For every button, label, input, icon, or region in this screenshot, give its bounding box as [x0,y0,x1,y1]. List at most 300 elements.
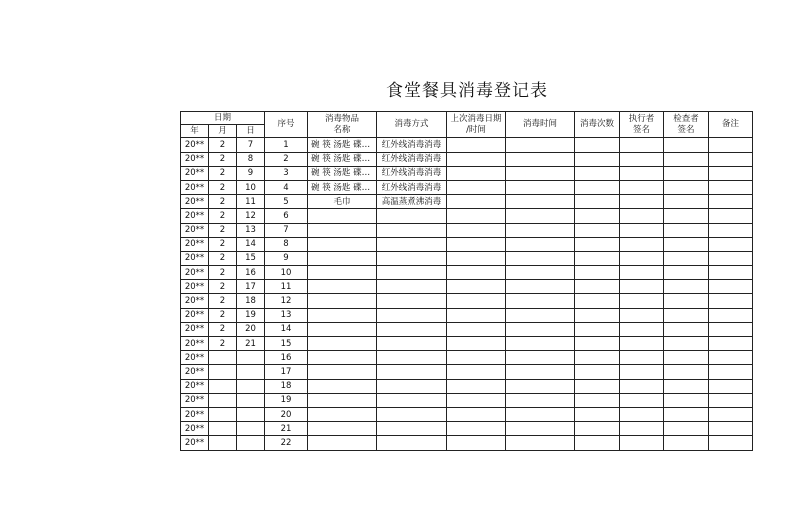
cell-day: 21 [237,337,265,351]
table-row [181,138,753,152]
cell-count [575,280,620,294]
cell-checker [664,166,709,180]
cell-last [447,393,506,407]
cell-executor [620,223,664,237]
cell-month: 2 [209,280,237,294]
cell-remark [709,152,753,166]
cell-count [575,180,620,194]
cell-seq: 5 [265,195,308,209]
disinfection-register-table [180,111,753,451]
cell-remark [709,166,753,180]
cell-year: 20** [181,422,209,436]
cell-seq: 14 [265,322,308,336]
cell-remark [709,195,753,209]
cell-count [575,322,620,336]
cell-count [575,152,620,166]
cell-checker [664,251,709,265]
cell-checker [664,351,709,365]
cell-day: 7 [237,138,265,152]
cell-executor [620,379,664,393]
cell-method [377,337,447,351]
cell-time [506,436,575,450]
cell-executor [620,180,664,194]
cell-remark [709,407,753,421]
cell-year: 20** [181,322,209,336]
cell-checker [664,195,709,209]
cell-method [377,436,447,450]
cell-day: 11 [237,195,265,209]
header-seq: 序号 [265,112,308,138]
cell-month: 2 [209,322,237,336]
cell-executor [620,266,664,280]
header-remark: 备注 [709,112,753,138]
cell-item: 碗 筷 汤匙 碟… [308,166,377,180]
cell-year: 20** [181,351,209,365]
cell-method [377,407,447,421]
cell-checker [664,407,709,421]
cell-remark [709,237,753,251]
cell-item [308,407,377,421]
cell-year: 20** [181,337,209,351]
cell-method: 红外线消毒消毒 [377,180,447,194]
table-row [181,294,753,308]
cell-item: 碗 筷 汤匙 碟… [308,138,377,152]
cell-count [575,422,620,436]
cell-last [447,180,506,194]
cell-executor [620,294,664,308]
cell-year: 20** [181,379,209,393]
cell-count [575,407,620,421]
cell-year: 20** [181,209,209,223]
cell-method [377,393,447,407]
cell-day [237,365,265,379]
cell-last [447,266,506,280]
cell-day [237,393,265,407]
cell-time [506,322,575,336]
cell-seq: 20 [265,407,308,421]
table-row [181,365,753,379]
cell-executor [620,237,664,251]
cell-item [308,294,377,308]
cell-checker [664,422,709,436]
cell-method [377,422,447,436]
cell-year: 20** [181,180,209,194]
cell-checker [664,152,709,166]
table-row [181,322,753,336]
cell-item [308,209,377,223]
cell-last [447,237,506,251]
cell-day [237,379,265,393]
cell-executor [620,280,664,294]
cell-item [308,280,377,294]
cell-checker [664,223,709,237]
table-row [181,180,753,194]
cell-day: 12 [237,209,265,223]
cell-checker [664,180,709,194]
cell-month: 2 [209,166,237,180]
cell-month [209,379,237,393]
cell-time [506,237,575,251]
cell-method [377,251,447,265]
cell-month: 2 [209,195,237,209]
cell-last [447,251,506,265]
cell-item [308,308,377,322]
cell-count [575,365,620,379]
cell-method [377,294,447,308]
cell-seq: 19 [265,393,308,407]
cell-last [447,280,506,294]
cell-month: 2 [209,266,237,280]
cell-item [308,337,377,351]
cell-item [308,436,377,450]
cell-item: 毛巾 [308,195,377,209]
cell-item [308,322,377,336]
cell-remark [709,280,753,294]
cell-method [377,209,447,223]
cell-checker [664,209,709,223]
header-time: 消毒时间 [506,112,575,138]
cell-seq: 15 [265,337,308,351]
cell-last [447,195,506,209]
cell-method: 红外线消毒消毒 [377,152,447,166]
cell-seq: 6 [265,209,308,223]
cell-remark [709,422,753,436]
cell-checker [664,266,709,280]
cell-method [377,379,447,393]
cell-time [506,195,575,209]
cell-time [506,407,575,421]
cell-remark [709,365,753,379]
cell-count [575,266,620,280]
cell-day: 19 [237,308,265,322]
cell-method [377,322,447,336]
cell-time [506,251,575,265]
table-row [181,351,753,365]
cell-checker [664,393,709,407]
header-checker: 检查者 签名 [664,112,709,138]
cell-last [447,209,506,223]
cell-time [506,365,575,379]
cell-count [575,237,620,251]
cell-remark [709,209,753,223]
cell-seq: 16 [265,351,308,365]
cell-time [506,337,575,351]
cell-item [308,422,377,436]
cell-month [209,407,237,421]
cell-time [506,138,575,152]
cell-count [575,251,620,265]
header-month: 月 [209,125,237,138]
cell-time [506,152,575,166]
cell-method [377,266,447,280]
table-row [181,237,753,251]
cell-checker [664,337,709,351]
header-item: 消毒物品 名称 [308,112,377,138]
cell-executor [620,195,664,209]
cell-last [447,308,506,322]
cell-executor [620,436,664,450]
cell-checker [664,294,709,308]
cell-item [308,365,377,379]
cell-year: 20** [181,195,209,209]
cell-time [506,294,575,308]
cell-last [447,407,506,421]
cell-time [506,166,575,180]
cell-month [209,436,237,450]
cell-day: 14 [237,237,265,251]
table-row [181,407,753,421]
cell-seq: 1 [265,138,308,152]
cell-month [209,422,237,436]
cell-remark [709,308,753,322]
cell-month: 2 [209,308,237,322]
table-row [181,209,753,223]
cell-executor [620,308,664,322]
cell-item: 碗 筷 汤匙 碟… [308,180,377,194]
cell-seq: 13 [265,308,308,322]
cell-year: 20** [181,166,209,180]
cell-item [308,237,377,251]
table-row [181,436,753,450]
cell-checker [664,379,709,393]
cell-executor [620,393,664,407]
cell-remark [709,436,753,450]
table-row [181,422,753,436]
cell-executor [620,209,664,223]
cell-executor [620,152,664,166]
cell-last [447,422,506,436]
header-date: 日期 [181,112,265,125]
table-row [181,308,753,322]
cell-item [308,351,377,365]
cell-day [237,351,265,365]
cell-time [506,223,575,237]
cell-seq: 12 [265,294,308,308]
cell-executor [620,251,664,265]
table-row [181,379,753,393]
cell-checker [664,436,709,450]
cell-count [575,308,620,322]
cell-item [308,266,377,280]
cell-method: 红外线消毒消毒 [377,166,447,180]
page-title: 食堂餐具消毒登记表 [386,81,548,101]
cell-remark [709,251,753,265]
cell-method: 高温蒸煮沸消毒 [377,195,447,209]
cell-seq: 22 [265,436,308,450]
cell-day: 10 [237,180,265,194]
cell-time [506,180,575,194]
table-row [181,251,753,265]
header-day: 日 [237,125,265,138]
cell-seq: 21 [265,422,308,436]
cell-day: 16 [237,266,265,280]
cell-month: 2 [209,180,237,194]
cell-remark [709,294,753,308]
cell-executor [620,138,664,152]
cell-time [506,351,575,365]
cell-count [575,393,620,407]
header-year: 年 [181,125,209,138]
cell-month: 2 [209,251,237,265]
cell-time [506,308,575,322]
cell-seq: 8 [265,237,308,251]
cell-year: 20** [181,294,209,308]
cell-checker [664,280,709,294]
cell-time [506,379,575,393]
cell-year: 20** [181,237,209,251]
cell-day [237,407,265,421]
cell-count [575,209,620,223]
cell-day: 8 [237,152,265,166]
cell-remark [709,138,753,152]
cell-month: 2 [209,138,237,152]
cell-last [447,351,506,365]
cell-method [377,223,447,237]
table-row [181,280,753,294]
cell-count [575,351,620,365]
cell-item [308,251,377,265]
cell-method [377,351,447,365]
cell-remark [709,379,753,393]
cell-remark [709,351,753,365]
cell-time [506,422,575,436]
cell-year: 20** [181,308,209,322]
header-row-1 [181,112,753,125]
cell-time [506,266,575,280]
cell-time [506,280,575,294]
cell-day: 18 [237,294,265,308]
cell-year: 20** [181,152,209,166]
cell-seq: 4 [265,180,308,194]
cell-month [209,365,237,379]
cell-remark [709,337,753,351]
cell-executor [620,422,664,436]
cell-month [209,393,237,407]
cell-year: 20** [181,138,209,152]
cell-last [447,294,506,308]
header-count: 消毒次数 [575,112,620,138]
cell-last [447,152,506,166]
cell-executor [620,407,664,421]
cell-day: 9 [237,166,265,180]
cell-month: 2 [209,152,237,166]
cell-seq: 2 [265,152,308,166]
cell-last [447,322,506,336]
table-row [181,266,753,280]
cell-item [308,223,377,237]
table-row [181,337,753,351]
cell-item [308,393,377,407]
cell-checker [664,322,709,336]
table-row [181,223,753,237]
cell-method [377,280,447,294]
cell-last [447,436,506,450]
cell-remark [709,393,753,407]
cell-last [447,365,506,379]
table-row [181,166,753,180]
cell-executor [620,166,664,180]
cell-last [447,166,506,180]
cell-remark [709,223,753,237]
cell-seq: 3 [265,166,308,180]
cell-executor [620,322,664,336]
cell-day: 17 [237,280,265,294]
cell-month: 2 [209,337,237,351]
cell-seq: 9 [265,251,308,265]
cell-executor [620,351,664,365]
cell-year: 20** [181,365,209,379]
cell-executor [620,337,664,351]
cell-year: 20** [181,266,209,280]
cell-seq: 18 [265,379,308,393]
cell-checker [664,237,709,251]
cell-count [575,223,620,237]
header-last-disinfection: 上次消毒日期 /时间 [447,112,506,138]
cell-count [575,195,620,209]
cell-method: 红外线消毒消毒 [377,138,447,152]
cell-executor [620,365,664,379]
cell-last [447,379,506,393]
cell-method [377,308,447,322]
cell-seq: 7 [265,223,308,237]
cell-time [506,393,575,407]
cell-month [209,351,237,365]
cell-month: 2 [209,294,237,308]
cell-year: 20** [181,393,209,407]
cell-count [575,166,620,180]
cell-year: 20** [181,251,209,265]
cell-year: 20** [181,280,209,294]
cell-method [377,365,447,379]
cell-seq: 17 [265,365,308,379]
table-row [181,393,753,407]
cell-year: 20** [181,436,209,450]
cell-count [575,436,620,450]
cell-count [575,337,620,351]
cell-item [308,379,377,393]
cell-year: 20** [181,407,209,421]
cell-item: 碗 筷 汤匙 碟… [308,152,377,166]
cell-method [377,237,447,251]
cell-last [447,337,506,351]
cell-day [237,422,265,436]
cell-count [575,379,620,393]
table-row [181,152,753,166]
cell-checker [664,308,709,322]
cell-count [575,294,620,308]
cell-checker [664,138,709,152]
cell-month: 2 [209,223,237,237]
cell-time [506,209,575,223]
header-executor: 执行者 签名 [620,112,664,138]
cell-remark [709,322,753,336]
header-method: 消毒方式 [377,112,447,138]
cell-last [447,138,506,152]
cell-checker [664,365,709,379]
cell-count [575,138,620,152]
cell-last [447,223,506,237]
cell-remark [709,180,753,194]
cell-seq: 11 [265,280,308,294]
cell-day: 15 [237,251,265,265]
cell-remark [709,266,753,280]
table-row [181,195,753,209]
cell-day [237,436,265,450]
cell-month: 2 [209,237,237,251]
cell-seq: 10 [265,266,308,280]
cell-year: 20** [181,223,209,237]
cell-day: 13 [237,223,265,237]
